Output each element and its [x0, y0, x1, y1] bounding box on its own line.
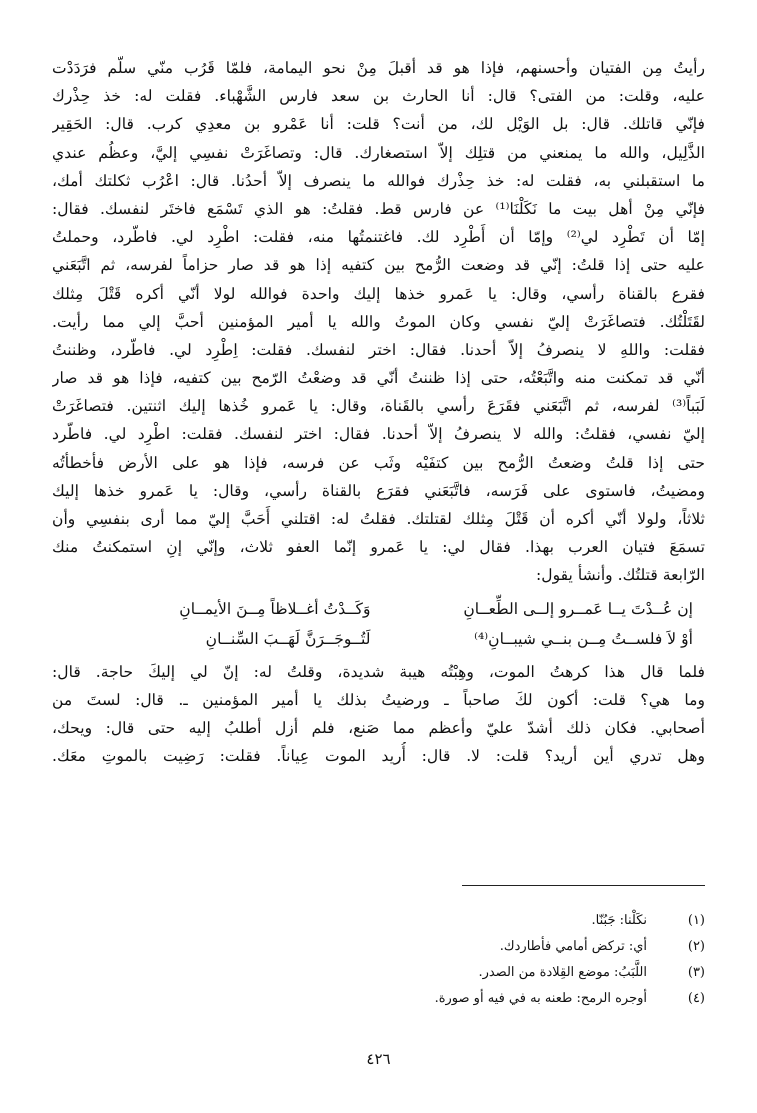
text-line: الرّابعة قتلتُك. وأنشأ يقول:	[536, 566, 705, 585]
text-line: وما هي؟ قلت: أكون لكَ صاحباً ـ ورضيتُ بذلك يا أمير المؤمنين ـ. قال: لستَ من	[52, 690, 705, 709]
text-line: حتى إذا قلتُ وضعتُ الرُّمح بين كتفَيْه وثَب عن فرسه، فإذا هو على الأرض فأخطأتُه	[52, 453, 705, 472]
footnote-number: (١)	[687, 913, 705, 928]
poem-verse	[52, 594, 705, 624]
footnote	[65, 960, 705, 986]
footnote	[65, 986, 705, 1012]
text-line: لَبَباً⁽³⁾ لفرسه، ثم اتَّبَعَني فقَرَعَ رأسي بالقَناة، وقال: يا عَمرو خُذها إليك اثنتين. فتصاغَرَتْ	[52, 397, 705, 416]
footnote-text: أي: تركض أمامي فأطاردك.	[499, 939, 647, 954]
footnote-divider	[462, 885, 705, 886]
footnotes	[65, 908, 705, 1012]
footnote-text: نكَلْنا: جَبُنّا.	[591, 913, 647, 928]
text-line: لقَتَلْتُك. فتصاغَرَتْ إليّ نفسي وكان الموتُ والله يا أمير المؤمنين أحبَّ إلي مما رأيت.	[52, 312, 705, 331]
text-line: فإنّي مِنْ أهل بيت ما نَكَلْنَا⁽¹⁾ عن فارس قط. فقلتُ: هو الذي تَسْمَع فاختَر لنفسك. فقال:	[52, 199, 705, 218]
poem-hemistich: إن عُــدْتَ يــا عَمــرو إلــى الطِّعــانِ	[463, 599, 693, 618]
text-line: ما استقبلني به، فقلت له: خذ حِذْرك فوالله ما ينصرف إلاّ أحدُنا. قال: اعْرُب ثكلتك أمك،	[52, 171, 705, 190]
text-line: وهل تدري أين أريد؟ قلت: لا. قال: أُريد الموت عِياناً. فقلت: رَضِيت بالموتِ معَك.	[52, 747, 705, 766]
main-text	[52, 54, 705, 770]
poem-hemistich: وَكَــدْتُ أغــلاظاً مِــنَ الأيمــانِ	[179, 599, 371, 618]
text-line: فإنّي قاتلك. قال: بل الوَيْل لك، من أنت؟ قلت: أنا عَمْرو بن معدِي كرب. قال: الحَقِير	[52, 115, 705, 134]
text-line: فقرع بالقناة رأسي، وقال: يا عَمرو خذها إليك واحدة فوالله لولا أنّي أكره قَتْلَ مِثلك	[52, 284, 705, 303]
poem	[52, 594, 705, 654]
text-line: أصحابي. فكان ذلك أشدّ عليّ وأعظم مما صَنع، فلم أزل أطلبُ إليه حتى قال: ويحك،	[52, 718, 705, 737]
poem-hemistich: لَتُــوجَــرَنَّ لَهَــبَ السِّنــانِ	[205, 629, 371, 648]
footnote	[65, 908, 705, 934]
text-line: إمّا أن تَطْرِد لي⁽²⁾ وإمّا أن أَطْرِد لك. فاغتنمتُها منه، فقلت: اطْرِد لي. فاطّرد، وحملتُ	[52, 228, 705, 247]
footnote-number: (٣)	[687, 965, 705, 980]
text-line: عليه حتى إذا قلتُ: إنّي قد وضعت الرُّمح بين كتفيه إذا هو قد صار حزاماً لفرسه، ثم اتَّبَعَني	[52, 256, 705, 275]
poem-hemistich: أوْ لاَ فلســتُ مِــن بنــي شيبــانِ⁽⁴⁾	[474, 629, 693, 648]
text-line: تسمَعَ فتيان العرب بهذا. فقال لي: يا عَمرو إنّما العفو ثلاث، وإنّي إنِ استمكنتُ منك	[52, 538, 705, 557]
footnote-text: اللَّبَبُ: موضع القِلادة من الصدر.	[478, 965, 647, 980]
text-line: الذَّلِيل، والله ما يمنعني من قتلِك إلاّ استصغارك. قال: وتصاغَرَتْ نفسِي إليَّ، وعظُم عندي	[52, 143, 705, 162]
text-line: عليه، وقلت: من الفتى؟ قال: أنا الحارث بن سعد فارس الشَّهْباء. فقلت له: خذ حِذْرك	[52, 87, 705, 106]
text-line: أنّي قد تمكنت منه واتَّبَعْتُه، حتى إذا ظننتُ أنّي قد وضعْتُ الرّمح بين كتفيه، فإذا هو قد صار	[52, 369, 705, 388]
footnote-text: أوجره الرمح: طعنه به في فيه أو صورة.	[434, 991, 647, 1006]
footnote-number: (٤)	[687, 991, 705, 1006]
text-line: إليّ نفسي، فقلتُ: والله لا ينصرفُ إلاّ أحدنا. فقال: اختر لنفسك. فقلت: اطْرِد لي. فاطّرد	[52, 425, 705, 444]
footnote	[65, 934, 705, 960]
text-line: فلما قال هذا كرهتُ الموت، وهِبْتُه هيبة شديدة، وقلتُ له: إنّ لي إليكَ حاجة. قال:	[52, 662, 705, 681]
text-line: ثلاثاً، ولولا أنّي أكره أن قَتْلَ مِثلك لقتلتك. فقلتُ له: اقتلني أَحَبَّ إليّ مما أرى بنفسِي وأن	[52, 510, 705, 528]
text-line: ومضيتُ، فاستوى على فَرَسه، فاتَّبَعَني فقرَع بالقناة رأسي، وقال: يا عَمرو خذها إليك	[52, 481, 705, 500]
poem-verse	[52, 624, 705, 654]
text-line: رأيتُ مِن الفتيان وأحسنهم، فإذا هو قد أقبلَ مِنْ نحو اليمامة، فلمّا قَرُب منّي سلّم فرَدَدْت	[52, 59, 705, 77]
text-line: فقلت: واللهِ لا ينصرفُ إلاّ أحدنا. فقال: اختر لنفسك. فقلت: اِطْرِد لي. فاطّرد، وظننتُ	[52, 340, 705, 359]
footnote-number: (٢)	[687, 939, 705, 954]
page-number: ٤٢٦	[366, 1050, 391, 1068]
